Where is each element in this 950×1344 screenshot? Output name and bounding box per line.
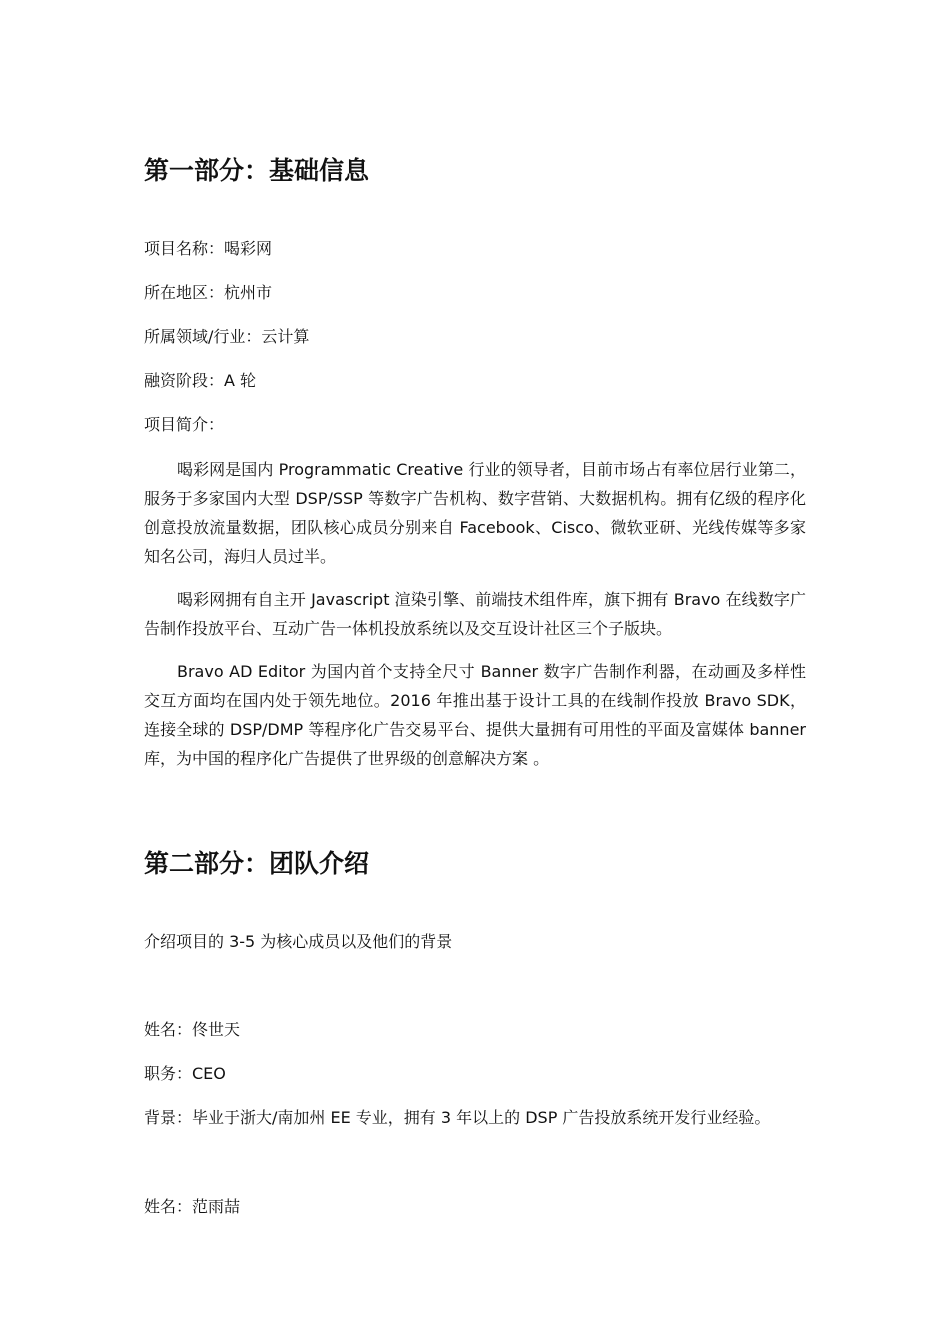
member-name: 姓名：范雨喆 — [144, 1197, 241, 1216]
project-name: 项目名称：喝彩网 — [144, 239, 273, 258]
member-background: 背景：毕业于浙大/南加州 EE 专业，拥有 3 年以上的 DSP 广告投放系统开发行业经验。 — [144, 1108, 771, 1127]
project-intro-label: 项目简介： — [144, 415, 225, 434]
project-industry: 所属领域/行业：云计算 — [144, 327, 310, 346]
intro-paragraph: 喝彩网是国内 Programmatic Creative 行业的领导者，目前市场占有率位居行业第二，服务于多家国内大型 DSP/SSP 等数字广告机构、数字营销、大数据机构。拥有亿级的程序化创意投放流量数据，团队核心成员分别来自 Facebook、Cisco、微软亚研、光线传媒等多家知名公司，海归人员过半。 — [144, 460, 806, 566]
member-title: 职务：CEO — [144, 1064, 226, 1083]
team-intro: 介绍项目的 3-5 为核心成员以及他们的背景 — [144, 932, 453, 951]
intro-paragraph: Bravo AD Editor 为国内首个支持全尺寸 Banner 数字广告制作利器，在动画及多样性交互方面均在国内处于领先地位。2016 年推出基于设计工具的在线制作投放 Bravo SDK，连接全球的 DSP/DMP 等程序化广告交易平台、提供大量拥有可用性的平面及富媒体 banner 库，为中国的程序化广告提供了世界级的创意解决方案 。 — [144, 662, 806, 768]
section-2-heading: 第二部分：团队介绍 — [144, 849, 370, 878]
project-location: 所在地区：杭州市 — [144, 283, 273, 302]
member-name: 姓名：佟世天 — [144, 1020, 241, 1039]
section-1-heading: 第一部分：基础信息 — [144, 156, 370, 185]
intro-paragraph: 喝彩网拥有自主开 Javascript 渲染引擎、前端技术组件库，旗下拥有 Bravo 在线数字广告制作投放平台、互动广告一体机投放系统以及交互设计社区三个子版块。 — [144, 590, 806, 638]
funding-stage: 融资阶段：A 轮 — [144, 371, 257, 390]
